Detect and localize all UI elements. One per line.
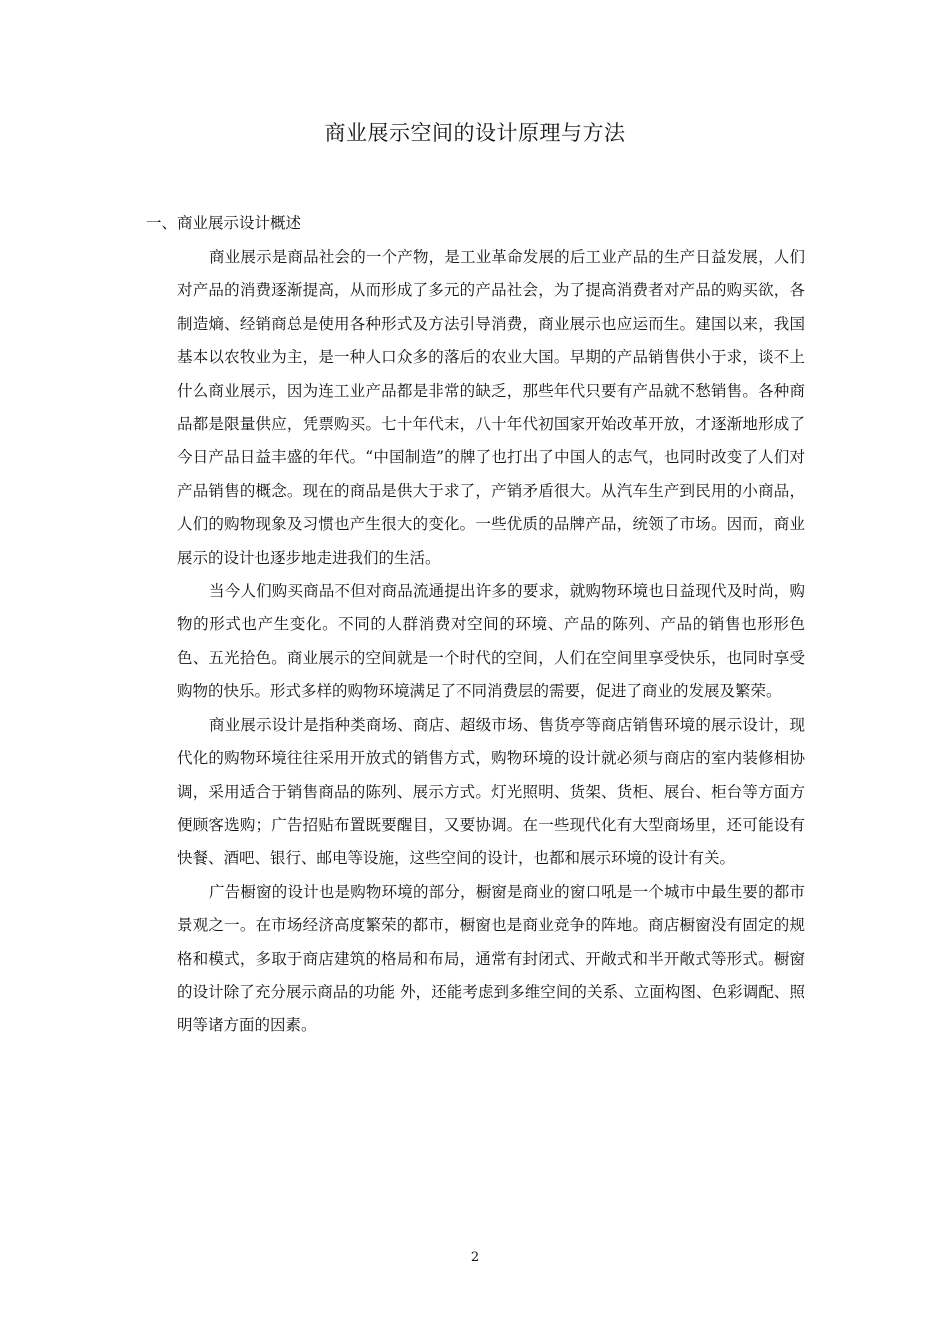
body-text (177, 241, 805, 1043)
page-title: 商业展示空间的设计原理与方法 (324, 121, 626, 145)
paragraph: 商业展示设计是指种类商场、商店、超级市场、售货亭等商店销售环境的展示设计，现代化的购物环境往往采用开放式的销售方式，购物环境的设计就必须与商店的室内装修相协调，采用适合于销售商品的陈列、展示方式。灯光照明、货架、货柜、展台、柜台等方面方便顾客选购；广告招贴布置既要醒目，又要协调。在一些现代化有大型商场里，还可能设有快餐、酒吧、银行、邮电等设施，这些空间的设计，也都和展示环境的设计有关。 (177, 715, 805, 868)
page-number: 2 (470, 1250, 480, 1265)
paragraph: 当今人们购买商品不但对商品流通提出许多的要求，就购物环境也日益现代及时尚，购物的形式也产生变化。不同的人群消费对空间的环境、产品的陈列、产品的销售也形形色色、五光拾色。商业展示的空间就是一个时代的空间，人们在空间里享受快乐，也同时享受购物的快乐。形式多样的购物环境满足了不同消费层的需要，促进了商业的发展及繁荣。 (177, 582, 805, 701)
paragraph: 广告橱窗的设计也是购物环境的部分，橱窗是商业的窗口吼是一个城市中最生要的都市景观之一。在市场经济高度繁荣的都市，橱窗也是商业竞争的阵地。商店橱窗没有固定的规格和模式，多取于商店建筑的格局和布局，通常有封闭式、开敞式和半开敞式等形式。橱窗的设计除了充分展示商品的功能 外，还能考虑到多维空间的关系、立面构图、色彩调配、照明等诸方面的因素。 (177, 882, 805, 1035)
paragraph: 商业展示是商品社会的一个产物，是工业革命发展的后工业产品的生产日益发展，人们对产品的消费逐渐提高，从而形成了多元的产品社会，为了提高消费者对产品的购买欲，各制造熵、经销商总是使用各种形式及方法引导消费，商业展示也应运而生。建国以来，我国基本以农牧业为主，是一种人口众多的落后的农业大国。早期的产品销售供小于求，谈不上什么商业展示，因为连工业产品都是非常的缺乏，那些年代只要有产品就不愁销售。各种商品都是限量供应，凭票购买。七十年代末，八十年代初国家开始改革开放，才逐渐地形成了今日产品日益丰盛的年代。“中国制造”的牌了也打出了中国人的志气，也同时改变了人们对产品销售的概念。现在的商品是供大于求了，产销矛盾很大。从汽车生产到民用的小商品，人们的购物现象及习惯也产生很大的变化。一些优质的品牌产品，统领了市场。因而，商业展示的设计也逐步地走进我们的生活。 (177, 248, 805, 567)
section-heading: 一、商业展示设计概述 (146, 214, 302, 232)
